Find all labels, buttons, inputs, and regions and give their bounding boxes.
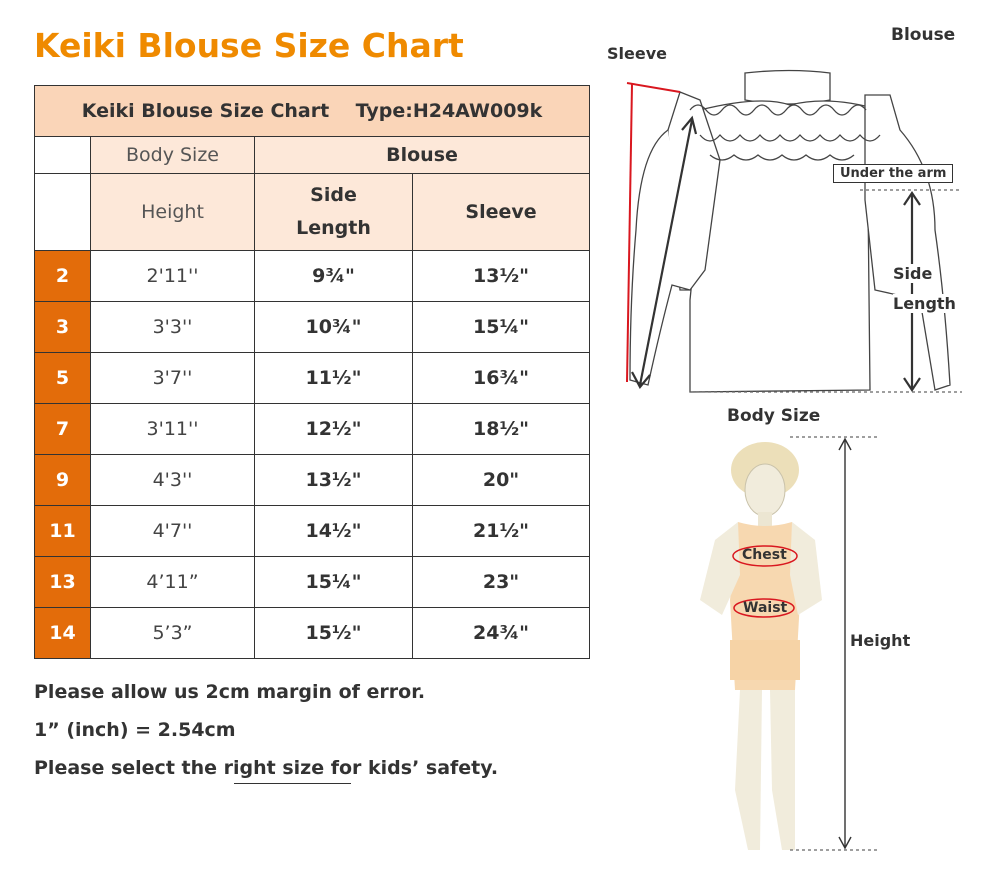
height-cell: 4'7'' (91, 506, 255, 557)
side-length-cell: 13½" (255, 455, 413, 506)
sleeve-cell: 16¾" (413, 353, 590, 404)
col-height: Height (91, 174, 255, 251)
size-cell: 9 (35, 455, 91, 506)
sleeve-cell: 13½" (413, 251, 590, 302)
group-blouse-label: Blouse (386, 144, 458, 166)
sleeve-cell: 24¾" (413, 608, 590, 659)
col-side-length-line1: Side (310, 184, 357, 206)
size-cell: 11 (35, 506, 91, 557)
side-length-label-1: Side (893, 264, 933, 283)
height-cell: 3'3'' (91, 302, 255, 353)
size-cell: 3 (35, 302, 91, 353)
waist-label: Waist (743, 600, 788, 616)
col-side-length-line2: Length (296, 217, 371, 239)
table-caption: Keiki Blouse Size Chart Type:H24AW009k (35, 86, 590, 137)
size-cell: 7 (35, 404, 91, 455)
side-length-cell: 14½" (255, 506, 413, 557)
blouse-diagram-title: Blouse (891, 25, 956, 45)
col-sleeve: Sleeve (413, 174, 590, 251)
height-cell: 3'11'' (91, 404, 255, 455)
height-cell: 2'11'' (91, 251, 255, 302)
sleeve-cell: 21½" (413, 506, 590, 557)
body-size-title: Body Size (727, 406, 821, 426)
size-cell: 2 (35, 251, 91, 302)
sleeve-marker-top (627, 83, 680, 92)
group-body-size: Body Size (91, 137, 255, 174)
note-safety: Please select the right size for kids’ safety. (34, 757, 499, 779)
height-cell: 5’3” (91, 608, 255, 659)
sleeve-cell: 20" (413, 455, 590, 506)
sleeve-cell: 18½" (413, 404, 590, 455)
height-cell: 3'7'' (91, 353, 255, 404)
size-cell: 5 (35, 353, 91, 404)
side-length-cell: 11½" (255, 353, 413, 404)
sleeve-cell: 23" (413, 557, 590, 608)
page-title: Keiki Blouse Size Chart (34, 26, 464, 65)
mannequin-figure (700, 442, 822, 850)
sleeve-cell: 15¼" (413, 302, 590, 353)
height-cell: 4’11” (91, 557, 255, 608)
height-label: Height (850, 631, 911, 650)
size-cell: 13 (35, 557, 91, 608)
size-cell: 14 (35, 608, 91, 659)
under-arm-label: Under the arm (833, 164, 953, 183)
side-length-cell: 15¼" (255, 557, 413, 608)
side-length-cell: 15½" (255, 608, 413, 659)
height-cell: 4'3'' (91, 455, 255, 506)
side-length-cell: 12½" (255, 404, 413, 455)
blouse-diagram (630, 71, 950, 393)
chest-label: Chest (742, 547, 787, 563)
side-length-cell: 9¾" (255, 251, 413, 302)
note-margin: Please allow us 2cm margin of error. (34, 681, 426, 703)
side-length-label-2: Length (893, 294, 956, 313)
note-inch: 1” (inch) = 2.54cm (34, 719, 236, 741)
side-length-cell: 10¾" (255, 302, 413, 353)
sleeve-label: Sleeve (607, 44, 667, 63)
